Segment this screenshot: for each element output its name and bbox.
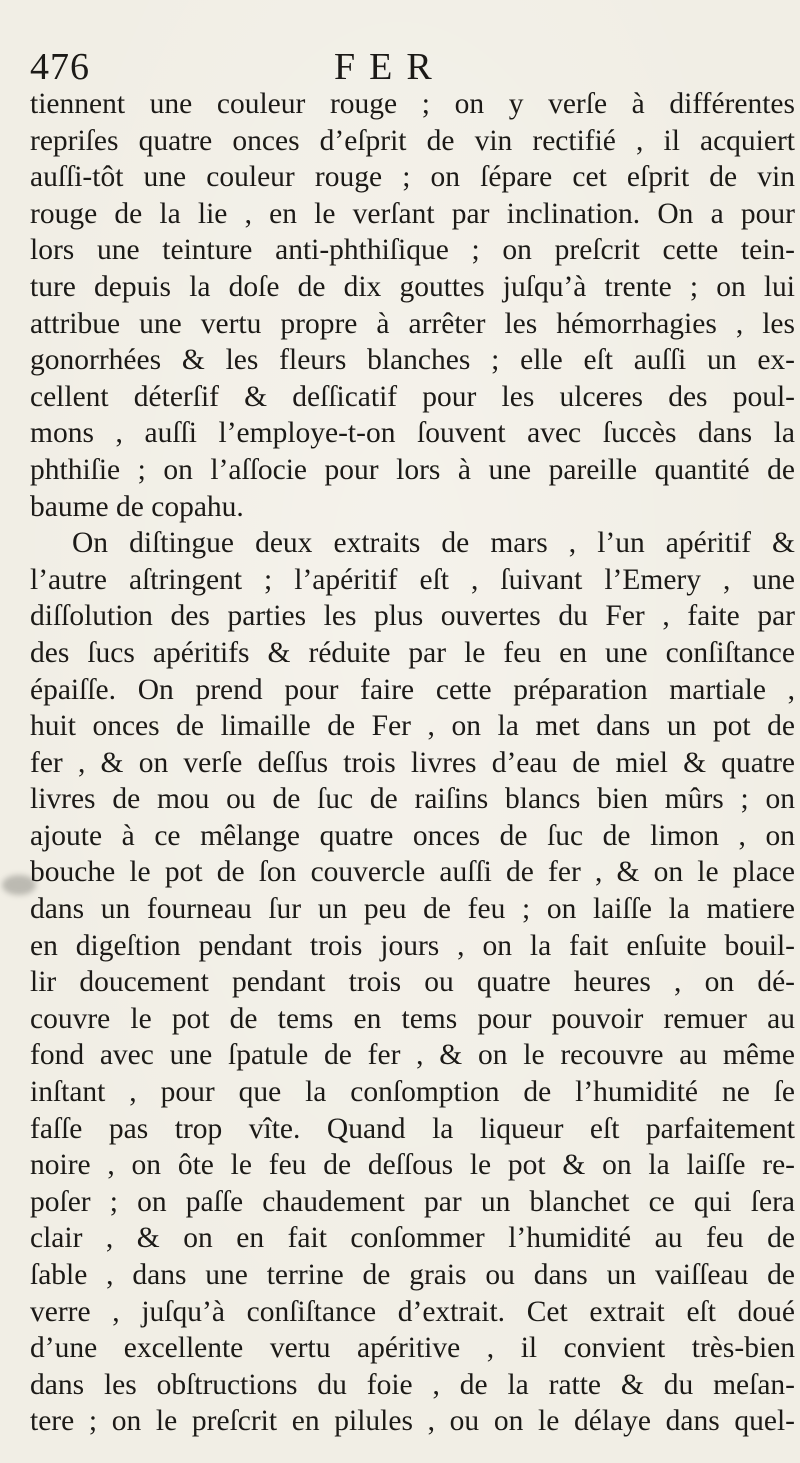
text-line: phthiſie ; on l’aſſocie pour lors à une pareille quantité de xyxy=(30,453,795,486)
text-line: tiennent une couleur rouge ; on y verſe à différentes xyxy=(30,88,795,120)
text-line: fer , & on verſe deſſus trois livres d’eau de miel & quatre xyxy=(30,746,795,779)
text-line: attribue une vertu propre à arrêter les hémorrhagies , les xyxy=(30,307,795,340)
text-line: faſſe pas trop vîte. Quand la liqueur eſt parfaitement xyxy=(30,1112,795,1145)
text-line: poſer ; on paſſe chaudement par un blanchet ce qui ſera xyxy=(30,1185,795,1218)
text-line: tere ; on le preſcrit en pilules , ou on le délaye dans quel- xyxy=(30,1405,795,1438)
text-line: ſable , dans une terrine de grais ou dans un vaiſſeau de xyxy=(30,1259,795,1291)
text-line: bouche le pot de ſon couvercle auſſi de fer , & on le place xyxy=(30,856,795,889)
text-line: huit onces de limaille de Fer , on la met dans un pot de xyxy=(30,710,795,743)
text-line: fond avec une ſpatule de fer , & on le recouvre au même xyxy=(30,1039,795,1072)
text-line: repriſes quatre onces d’eſprit de vin rectifié , il acquiert xyxy=(30,124,795,157)
page-header xyxy=(30,42,800,92)
text-line: couvre le pot de tems en tems pour pouvoir remuer au xyxy=(30,1002,795,1035)
text-line: épaiſſe. On prend pour faire cette préparation martiale , xyxy=(30,673,795,706)
text-line: ture depuis la doſe de dix gouttes juſqu’à trente ; on lui xyxy=(30,270,795,303)
text-line: d’une excellente vertu apéritive , il convient très-bien xyxy=(30,1332,795,1365)
paragraph-start-line: On diſtingue deux extraits de mars , l’un apéritif & xyxy=(72,527,795,560)
text-line: ajoute à ce mêlange quatre onces de ſuc de limon , on xyxy=(30,819,795,852)
text-line: clair , & on en fait conſommer l’humidité au feu de xyxy=(30,1222,795,1255)
text-line: auſſi-tôt une couleur rouge ; on ſépare cet eſprit de vin xyxy=(30,161,795,194)
text-line: gonorrhées & les fleurs blanches ; elle eſt auſſi un ex- xyxy=(30,344,795,377)
text-line: l’autre aſtringent ; l’apéritif eſt , ſuivant l’Emery , une xyxy=(30,563,795,596)
text-line: verre , juſqu’à conſiſtance d’extrait. Cet extrait eſt doué xyxy=(30,1295,795,1328)
text-line: livres de mou ou de ſuc de raiſins blancs bien mûrs ; on xyxy=(30,783,795,816)
text-line: dans un fourneau ſur un peu de feu ; on laiſſe la matiere xyxy=(30,893,795,926)
text-line: rouge de la lie , en le verſant par inclination. On a pour xyxy=(30,197,795,230)
text-line: en digeſtion pendant trois jours , on la fait enſuite bouil- xyxy=(30,929,795,962)
body-text xyxy=(30,86,795,1440)
page-number: 476 xyxy=(30,46,90,88)
text-line: noire , on ôte le feu de deſſous le pot & on la laiſſe re- xyxy=(30,1149,795,1182)
text-line: diſſolution des parties les plus ouvertes du Fer , faite par xyxy=(30,600,795,633)
text-line: des ſucs apéritifs & réduite par le feu en une conſiſtance xyxy=(30,636,795,669)
text-line: lors une teinture anti-phthiſique ; on preſcrit cette tein- xyxy=(30,234,795,267)
text-line: lir doucement pendant trois ou quatre heures , on dé- xyxy=(30,966,795,999)
text-line: inſtant , pour que la conſomption de l’humidité ne ſe xyxy=(30,1076,795,1109)
paragraph-end-line: baume de copahu. xyxy=(30,490,244,523)
text-line: dans les obſtructions du foie , de la ratte & du meſan- xyxy=(30,1368,795,1401)
running-head: FER xyxy=(334,46,446,88)
text-line: cellent déterſif & deſſicatif pour les ulceres des poul- xyxy=(30,380,795,413)
text-line: mons , auſſi l’employe-t-on ſouvent avec ſuccès dans la xyxy=(30,417,795,450)
